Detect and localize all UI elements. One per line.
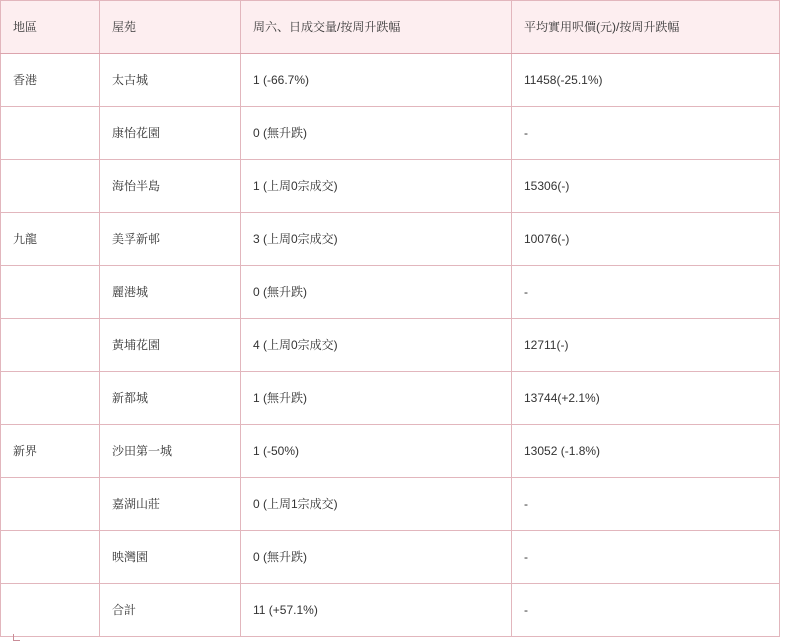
cell-price: 11458(-25.1%) — [512, 54, 780, 107]
table-header-row — [1, 1, 780, 54]
column-header-estate: 屋苑 — [100, 1, 241, 54]
cell-estate: 康怡花園 — [100, 107, 241, 160]
column-header-region: 地區 — [1, 1, 100, 54]
cell-price: 12711(-) — [512, 319, 780, 372]
cell-region: 九龍 — [1, 213, 100, 266]
table-row — [1, 584, 780, 637]
table-row — [1, 213, 780, 266]
cell-price: - — [512, 107, 780, 160]
cell-region — [1, 372, 100, 425]
table-row — [1, 425, 780, 478]
cell-price: - — [512, 478, 780, 531]
cell-region — [1, 160, 100, 213]
cell-volume: 4 (上周0宗成交) — [241, 319, 512, 372]
cell-estate-total: 合計 — [100, 584, 241, 637]
cell-region — [1, 319, 100, 372]
cell-price: 13744(+2.1%) — [512, 372, 780, 425]
cell-region: 新界 — [1, 425, 100, 478]
table-row — [1, 372, 780, 425]
table-row — [1, 107, 780, 160]
table-row — [1, 319, 780, 372]
table-body — [1, 54, 780, 637]
cell-volume-total: 11 (+57.1%) — [241, 584, 512, 637]
table-row — [1, 531, 780, 584]
cell-estate: 美孚新邨 — [100, 213, 241, 266]
cell-volume: 1 (無升跌) — [241, 372, 512, 425]
table-corner-marker — [13, 634, 20, 641]
cell-volume: 0 (無升跌) — [241, 266, 512, 319]
cell-region — [1, 107, 100, 160]
cell-volume: 1 (-50%) — [241, 425, 512, 478]
cell-estate: 黃埔花園 — [100, 319, 241, 372]
cell-region — [1, 584, 100, 637]
cell-price: 10076(-) — [512, 213, 780, 266]
cell-volume: 3 (上周0宗成交) — [241, 213, 512, 266]
table-row — [1, 160, 780, 213]
cell-price: 15306(-) — [512, 160, 780, 213]
cell-price: - — [512, 266, 780, 319]
cell-estate: 沙田第一城 — [100, 425, 241, 478]
cell-volume: 0 (無升跌) — [241, 107, 512, 160]
table-row — [1, 478, 780, 531]
cell-price: 13052 (-1.8%) — [512, 425, 780, 478]
cell-estate: 海怡半島 — [100, 160, 241, 213]
column-header-price: 平均實用呎價(元)/按周升跌幅 — [512, 1, 780, 54]
table-row — [1, 54, 780, 107]
cell-estate: 太古城 — [100, 54, 241, 107]
cell-estate: 嘉湖山莊 — [100, 478, 241, 531]
column-header-volume: 周六、日成交量/按周升跌幅 — [241, 1, 512, 54]
cell-region — [1, 266, 100, 319]
cell-volume: 0 (無升跌) — [241, 531, 512, 584]
cell-price: - — [512, 531, 780, 584]
cell-volume: 0 (上周1宗成交) — [241, 478, 512, 531]
table-row — [1, 266, 780, 319]
table-header — [1, 1, 780, 54]
cell-region: 香港 — [1, 54, 100, 107]
cell-volume: 1 (-66.7%) — [241, 54, 512, 107]
cell-price-total: - — [512, 584, 780, 637]
cell-region — [1, 531, 100, 584]
cell-estate: 映灣園 — [100, 531, 241, 584]
cell-estate: 新都城 — [100, 372, 241, 425]
cell-estate: 麗港城 — [100, 266, 241, 319]
cell-region — [1, 478, 100, 531]
cell-volume: 1 (上周0宗成交) — [241, 160, 512, 213]
